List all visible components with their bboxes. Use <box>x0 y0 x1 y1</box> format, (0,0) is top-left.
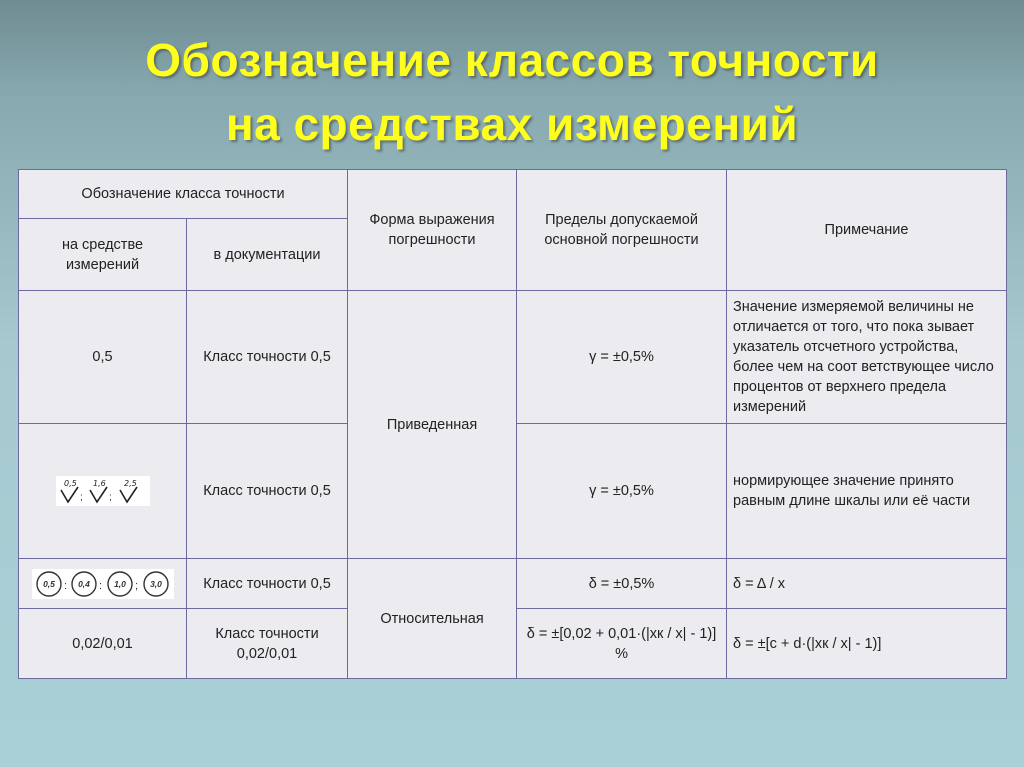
circle-label-2: 0,4 <box>77 578 90 589</box>
table-header-row <box>19 170 1007 219</box>
svg-text:;: ; <box>79 492 83 503</box>
row3-docs: Класс точности 0,5 <box>187 559 348 609</box>
accuracy-class-table <box>18 169 1007 679</box>
row1-limit: γ = ±0,5% <box>517 291 727 424</box>
row4-docs: Класс точности 0,02/0,01 <box>187 609 348 679</box>
circle-label-4: 3,0 <box>149 578 162 589</box>
header-form: Форма выражения погрешности <box>348 170 517 291</box>
row1-docs: Класс точности 0,5 <box>187 291 348 424</box>
row1-device: 0,5 <box>19 291 187 424</box>
form-reduced: Приведенная <box>348 291 517 559</box>
row4-limit: δ = ±[0,02 + 0,01·(|xк / x| - 1)] % <box>517 609 727 679</box>
header-on-device: на средстве измерений <box>19 219 187 291</box>
row3-device <box>19 559 187 609</box>
svg-text::: : <box>98 579 102 592</box>
row2-note: нормирующее значение принято равным длине шкалы или её части <box>727 424 1007 559</box>
header-limits: Пределы допускаемой основной погрешности <box>517 170 727 291</box>
circle-label-1: 0,5 <box>42 578 55 589</box>
svg-text:;: ; <box>134 579 138 592</box>
row1-note: Значение измеряемой величины не отличается от того, что пока зывает указатель отсчетного устройства, более чем на соот ветствующее число процентов от верхнего предела измерений <box>727 291 1007 424</box>
check-mark-symbols-icon <box>56 476 150 506</box>
svg-text::: : <box>63 579 67 592</box>
circled-class-symbols-icon <box>32 569 174 599</box>
header-in-docs: в документации <box>187 219 348 291</box>
symbol-label-1: 0,5 <box>63 479 77 488</box>
row2-docs: Класс точности 0,5 <box>187 424 348 559</box>
symbol-label-2: 1,6 <box>92 479 106 488</box>
table-row <box>19 559 1007 609</box>
header-note: Примечание <box>727 170 1007 291</box>
form-relative: Относительная <box>348 559 517 679</box>
row2-device <box>19 424 187 559</box>
row2-limit: γ = ±0,5% <box>517 424 727 559</box>
row4-device: 0,02/0,01 <box>19 609 187 679</box>
title-line-2: на средствах измерений <box>225 98 799 150</box>
svg-text:;: ; <box>108 492 112 503</box>
header-designation: Обозначение класса точности <box>19 170 348 219</box>
row3-limit: δ = ±0,5% <box>517 559 727 609</box>
slide-title <box>0 28 1024 156</box>
row4-note: δ = ±[c + d·(|xк / x| - 1)] <box>727 609 1007 679</box>
table-row <box>19 291 1007 424</box>
circle-label-3: 1,0 <box>113 578 126 589</box>
symbol-label-3: 2,5 <box>123 479 137 488</box>
title-line-1: Обозначение классов точности <box>145 34 879 86</box>
row3-note: δ = Δ / x <box>727 559 1007 609</box>
